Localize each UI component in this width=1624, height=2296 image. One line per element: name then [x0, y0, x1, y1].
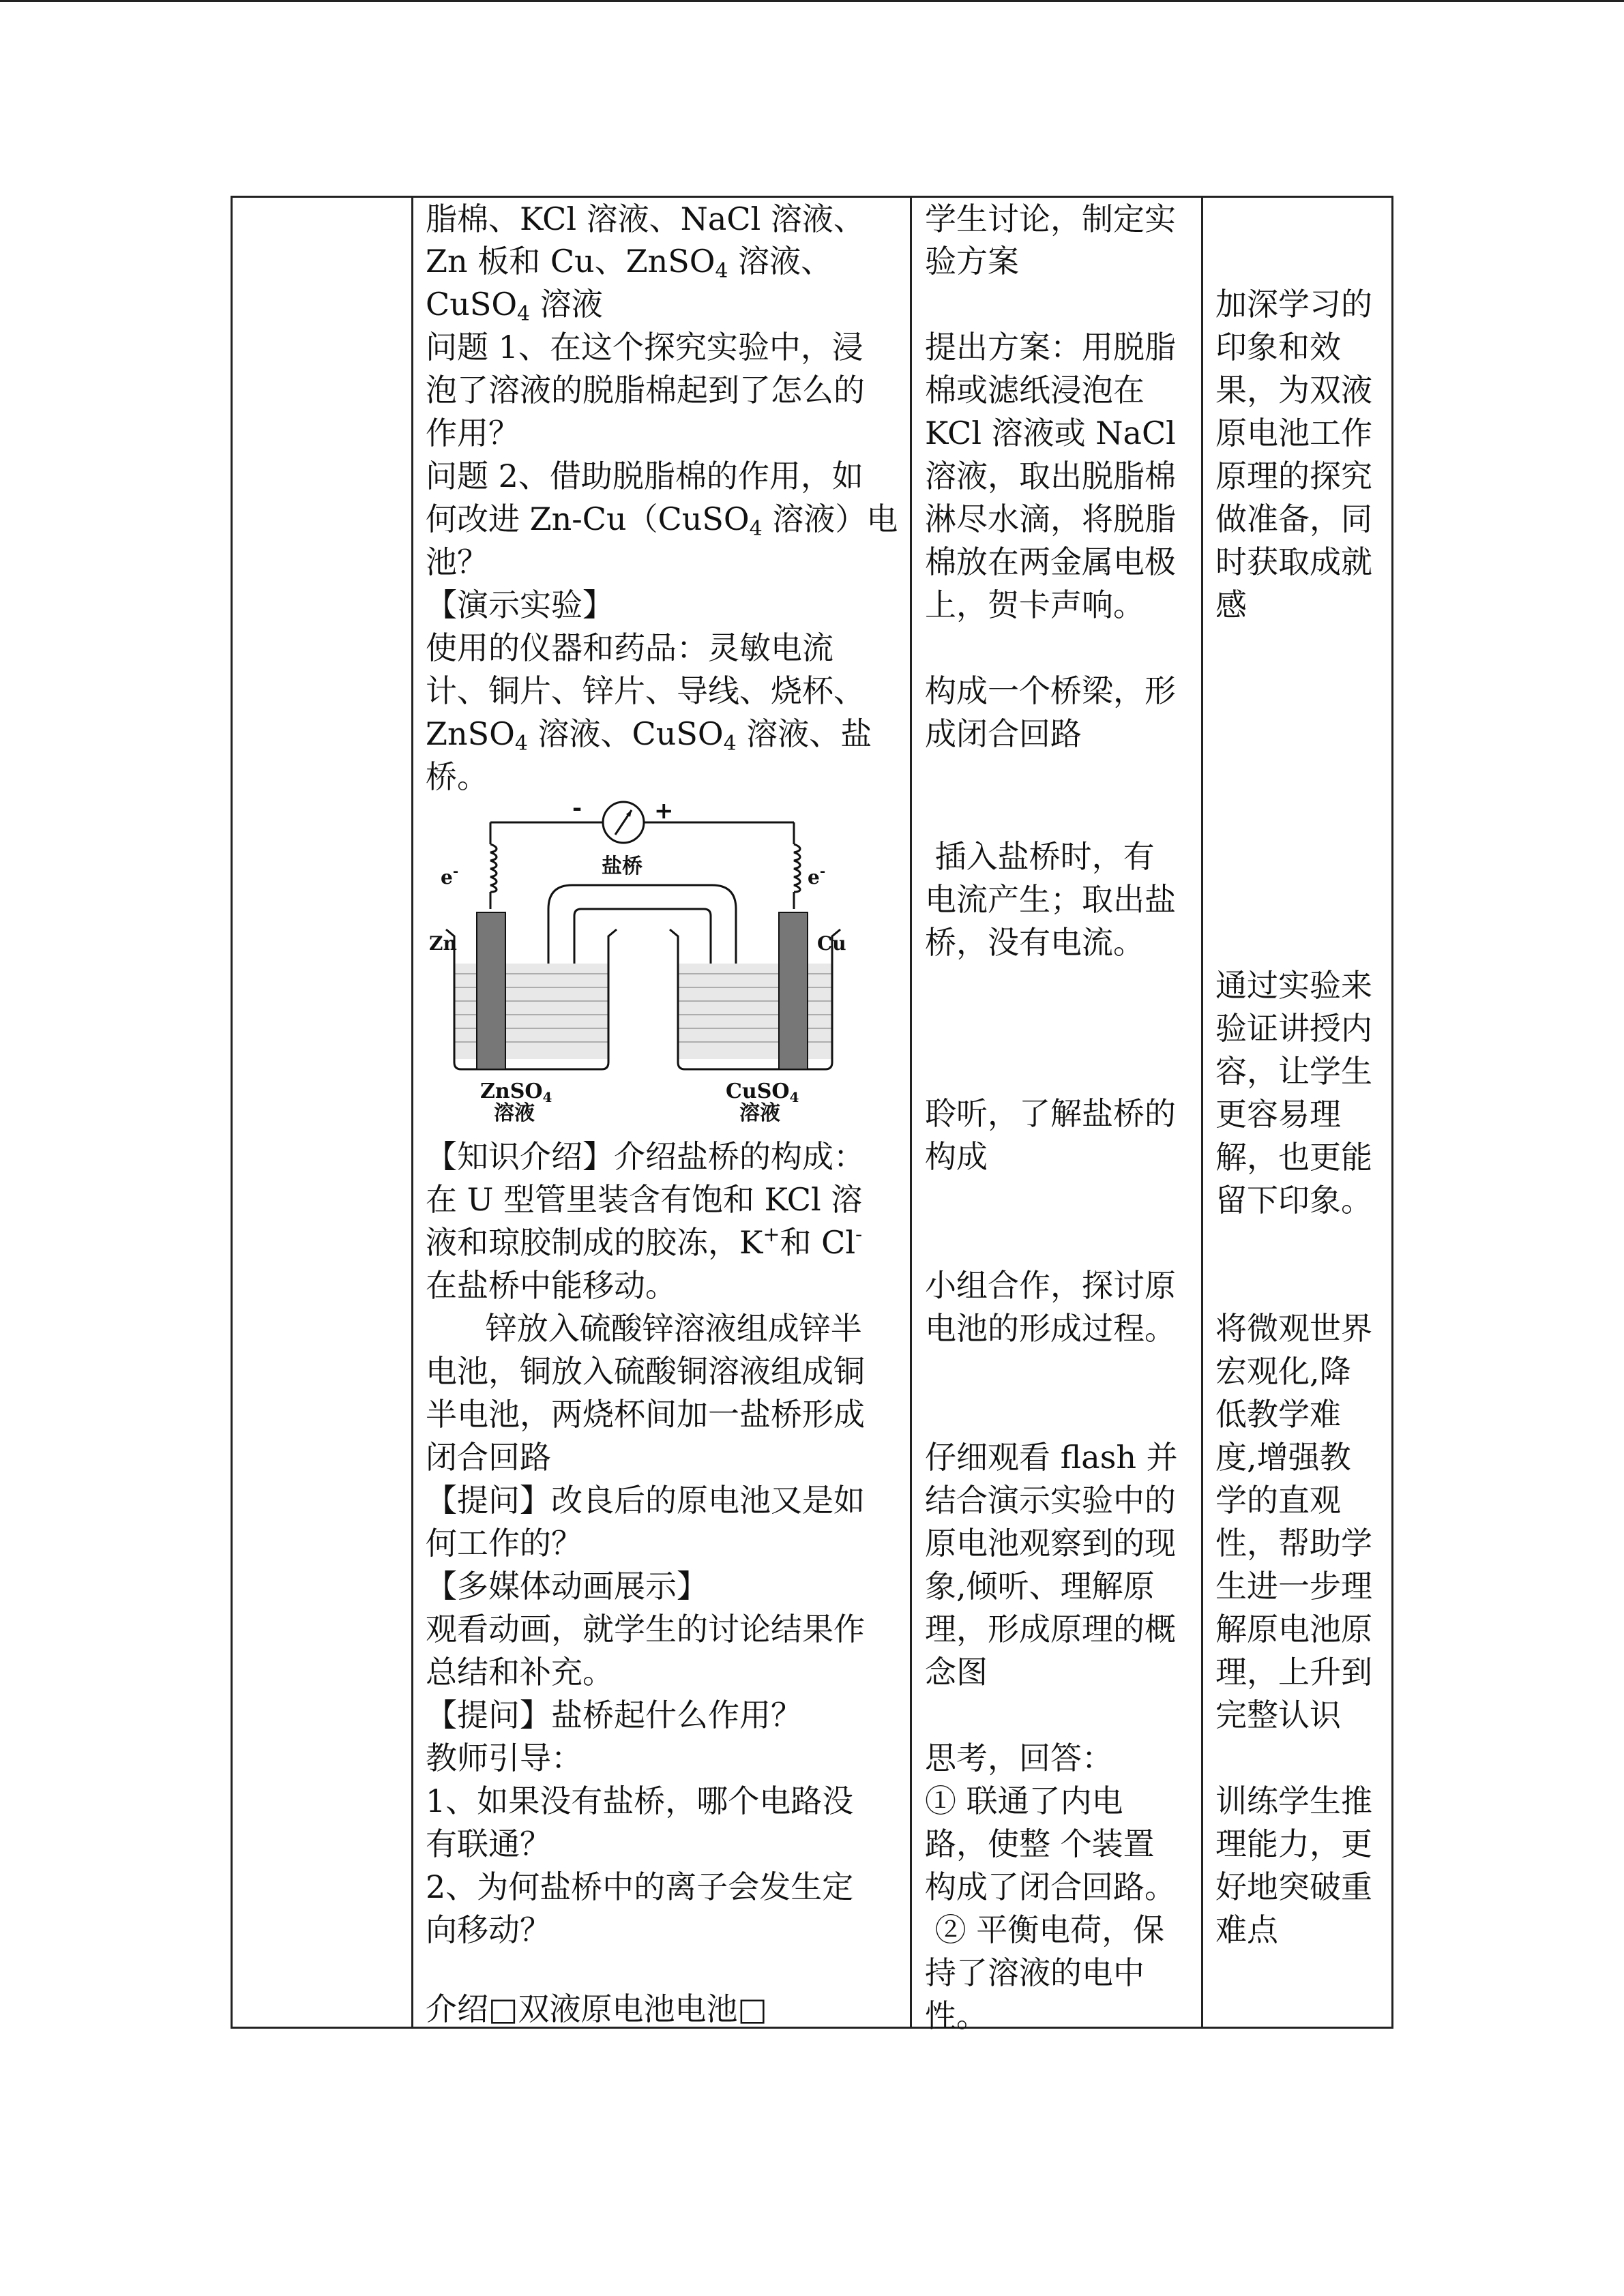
text-line: 理能力，更 [1215, 1825, 1372, 1862]
text-line: 锌放入硫酸锌溶液组成锌半 [426, 1310, 862, 1347]
text-line: 泡了溶液的脱脂棉起到了怎么的 [426, 372, 865, 408]
question-1: 问题 1、在这个探究实验中，浸 [426, 329, 863, 366]
text-line: 验证讲授内 [1215, 1010, 1372, 1047]
minus-terminal: - [572, 794, 582, 822]
text-line: 训练学生推 [1215, 1783, 1372, 1819]
text-line: 原理的探究 [1215, 458, 1372, 494]
text-line: KCl 溶液或 NaCl [925, 415, 1176, 451]
text-line: 性，帮助学 [1215, 1525, 1372, 1562]
text-line: 闭合回路 [426, 1439, 551, 1476]
text-line: 液和琼胶制成的胶冻，K+和 Cl- [426, 1223, 863, 1261]
text-line: 容，让学生 [1215, 1053, 1372, 1090]
text-line: 小组合作，探讨原 [925, 1267, 1176, 1304]
text-line: 何改进 Zn-Cu（CuSO$_4$ 溶液）电 [426, 501, 898, 541]
text-line: 向移动？ [426, 1911, 551, 1948]
zinc-solution-label-2: 溶液 [494, 1101, 535, 1124]
text-line: 半电池，两烧杯间加一盐桥形成 [426, 1396, 865, 1433]
text-line: 在 U 型管里装含有饱和 KCl 溶 [426, 1181, 863, 1218]
copper-solution-label-2: 溶液 [739, 1101, 780, 1124]
text-line: 棉放在两金属电极 [925, 543, 1176, 580]
text-line: 果，为双液 [1215, 372, 1372, 408]
text-line: 思考，回答： [925, 1740, 1113, 1776]
text-line: 念图 [925, 1654, 988, 1690]
text-line: 池？ [426, 543, 488, 580]
text-line: 在盐桥中能移动。 [426, 1267, 677, 1304]
electron-left: e- [441, 863, 459, 889]
text-line: 电池，铜放入硫酸铜溶液组成铜 [426, 1353, 865, 1390]
galvanometer [603, 802, 644, 843]
text-line: 路，使整 个装置 [925, 1825, 1155, 1862]
text-line: 桥，没有电流。 [925, 924, 1145, 961]
text-line: 构成了闭合回路。 [925, 1868, 1176, 1905]
text-line: 时获取成就 [1215, 543, 1372, 580]
text-line: 感 [1215, 586, 1247, 623]
text-line: 解，也更能 [1215, 1139, 1372, 1176]
text-line: 成闭合回路 [925, 715, 1082, 752]
text-line: 桥。 [426, 758, 488, 795]
text-line: 淋尽水滴，将脱脂 [925, 501, 1176, 537]
column-divider-2 [910, 198, 912, 2027]
text-line: 原电池工作 [1215, 415, 1372, 451]
section-heading: 【提问】改良后的原电池又是如 [426, 1482, 865, 1519]
text-line: 1、如果没有盐桥，哪个电路没 [426, 1783, 854, 1819]
electron-right: e- [808, 863, 826, 889]
copper-beaker [670, 912, 840, 1069]
text-line: 学的直观 [1215, 1482, 1341, 1519]
text-line: 生进一步理 [1215, 1568, 1372, 1605]
text-line: ① 联通了内电 [925, 1783, 1123, 1819]
text-line: 好地突破重 [1215, 1868, 1372, 1905]
text-line: 棉或滤纸浸泡在 [925, 372, 1145, 408]
text-line: 脂棉、KCl 溶液、NaCl 溶液、 [426, 200, 865, 237]
text-line: 介绍□双液原电池电池□ [426, 1991, 767, 2027]
zinc-beaker [446, 912, 617, 1069]
text-line: 宏观化,降 [1215, 1353, 1351, 1390]
text-line: 解原电池原 [1215, 1611, 1372, 1648]
text-line: 总结和补充。 [426, 1654, 614, 1690]
section-heading: 【多媒体动画展示】 [426, 1568, 708, 1605]
text-line: 2、为何盐桥中的离子会发生定 [426, 1868, 854, 1905]
text-line: 何工作的？ [426, 1525, 582, 1562]
column-divider-1 [411, 198, 413, 2027]
text-line: 溶液，取出脱脂棉 [925, 458, 1176, 494]
section-heading: 【提问】盐桥起什么作用？ [426, 1697, 802, 1733]
text-line: 插入盐桥时，有 [925, 838, 1155, 875]
section-heading: 【演示实验】 [426, 586, 614, 623]
copper-solution-label: CuSO$_4$ [726, 1079, 799, 1105]
text-line: 持了溶液的电中 [925, 1954, 1145, 1991]
text-line: 低教学难 [1215, 1396, 1341, 1433]
text-line: 上，贺卡声响。 [925, 586, 1145, 623]
text-line: Zn 板和 Cu、ZnSO$_4$ 溶液、 [426, 243, 833, 283]
text-line: 仔细观看 flash 并 [925, 1439, 1178, 1476]
zinc-solution-label: ZnSO$_4$ [480, 1079, 552, 1105]
text-line: 加深学习的 [1215, 286, 1372, 323]
text-line: ZnSO$_4$ 溶液、CuSO$_4$ 溶液、盐 [426, 715, 872, 756]
text-line: 有联通？ [426, 1825, 551, 1862]
text-line: 结合演示实验中的 [925, 1482, 1176, 1519]
text-line: 原电池观察到的现 [925, 1525, 1176, 1562]
text-line: 性。 [925, 1997, 988, 2034]
text-line: 教师引导： [426, 1740, 582, 1776]
text-line: 电流产生；取出盐 [925, 881, 1176, 918]
text-line: 计、铜片、锌片、导线、烧杯、 [426, 672, 865, 709]
question-2: 问题 2、借助脱脂棉的作用，如 [426, 458, 863, 494]
text-line: 更容易理 [1215, 1096, 1341, 1133]
salt-bridge-label: 盐桥 [602, 854, 643, 878]
text-line: 留下印象。 [1215, 1182, 1372, 1219]
text-line: 理，上升到 [1215, 1654, 1372, 1690]
text-line: ② 平衡电荷，保 [925, 1911, 1165, 1948]
text-line: CuSO$_4$ 溶液 [426, 286, 603, 326]
text-line: 验方案 [925, 243, 1019, 280]
text-line: 作用？ [426, 415, 520, 451]
text-line: 将微观世界 [1215, 1310, 1372, 1347]
text-line: 观看动画，就学生的讨论结果作 [426, 1611, 865, 1648]
column-divider-3 [1201, 198, 1203, 2027]
text-line: 构成 [925, 1138, 988, 1175]
text-line: 做准备，同 [1215, 501, 1372, 537]
plus-terminal: + [654, 797, 674, 824]
text-line: 度,增强教 [1215, 1439, 1351, 1476]
cu-label: Cu [817, 932, 846, 955]
text-line: 印象和效 [1215, 329, 1341, 366]
text-line: 通过实验来 [1215, 967, 1372, 1004]
zn-label: Zn [429, 932, 457, 955]
text-line: 难点 [1215, 1911, 1278, 1948]
text-line: 电池的形成过程。 [925, 1310, 1176, 1347]
text-line: 学生讨论，制定实 [925, 200, 1176, 237]
text-line: 提出方案：用脱脂 [925, 329, 1176, 366]
salt-bridge-cell-diagram [426, 790, 869, 1124]
section-heading: 【知识介绍】介绍盐桥的构成： [426, 1138, 865, 1175]
page-top-border [0, 0, 1624, 2]
text-line: 象,倾听、理解原 [925, 1568, 1155, 1605]
text-line: 完整认识 [1215, 1697, 1341, 1733]
text-line: 聆听，了解盐桥的 [925, 1095, 1176, 1132]
text-line: 使用的仪器和药品：灵敏电流 [426, 629, 833, 666]
text-line: 理，形成原理的概 [925, 1611, 1176, 1648]
text-line: 构成一个桥梁，形 [925, 672, 1176, 709]
